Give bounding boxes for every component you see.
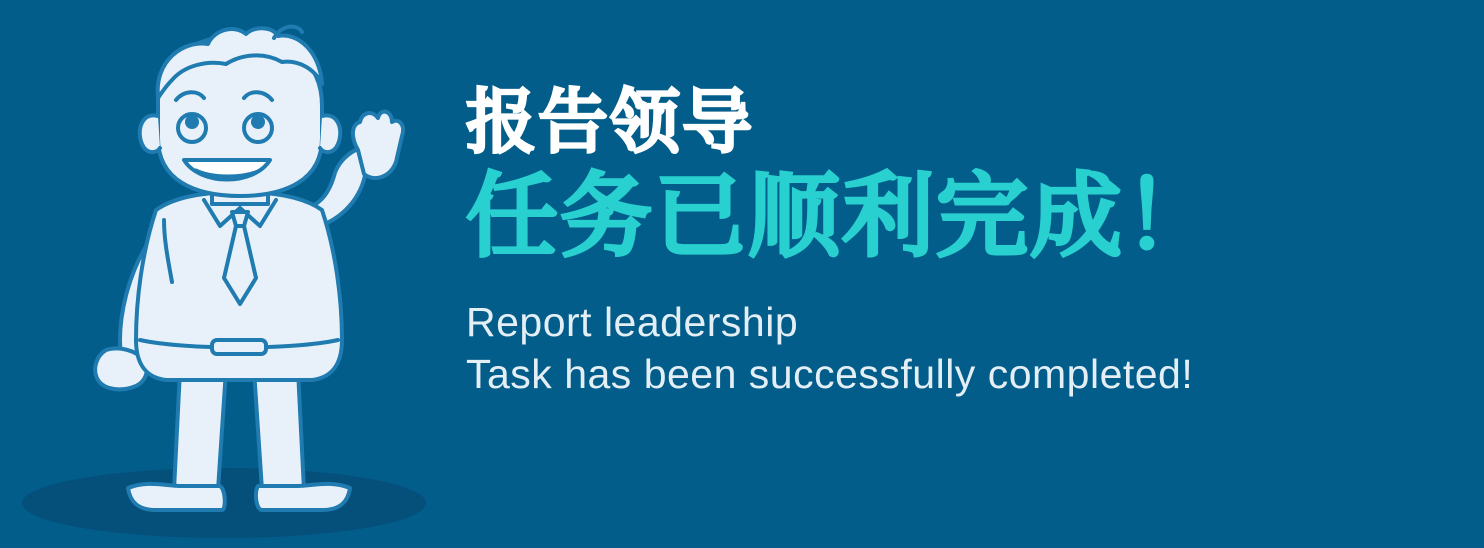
message-block <box>466 80 1476 401</box>
english-line-2: Task has been successfully completed! <box>466 351 1194 398</box>
english-line-1: Report leadership <box>466 298 799 345</box>
subtitle-chinese: 任务已顺利完成！ <box>466 163 1219 270</box>
cartoon-businessman-waving-icon <box>76 20 406 520</box>
title-chinese: 报告领导 <box>466 81 754 163</box>
